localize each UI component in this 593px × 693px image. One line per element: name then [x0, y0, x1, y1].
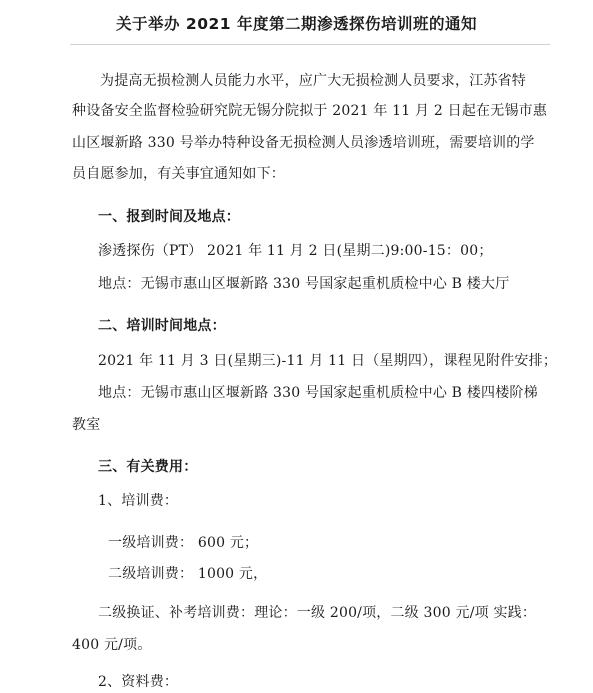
section-1-place: 地点：无锡市惠山区堰新路 330 号国家起重机质检中心 B 楼大厅 — [98, 276, 510, 292]
fee-level-2: 二级培训费： 1000 元， — [108, 566, 268, 582]
title-divider — [70, 44, 550, 45]
intro-line-1: 为提高无损检测人员能力水平，应广大无损检测人员要求，江苏省特 — [100, 73, 526, 89]
section-2-time: 2021 年 11 月 3 日(星期三)-11 月 11 日（星期四），课程见附件安排； — [98, 353, 558, 369]
section-3-heading: 三、有关费用： — [98, 459, 198, 475]
intro-line-4: 员自愿参加，有关事宜通知如下： — [72, 166, 285, 182]
section-3-item-1: 1、培训费： — [98, 493, 179, 509]
section-2-heading: 二、培训时间地点： — [98, 318, 226, 334]
section-2-place: 地点：无锡市惠山区堰新路 330 号国家起重机质检中心 B 楼四楼阶梯 — [98, 385, 538, 401]
section-1-heading: 一、报到时间及地点： — [98, 209, 240, 225]
intro-line-2: 种设备安全监督检验研究院无锡分院拟于 2021 年 11 月 2 日起在无锡市惠 — [72, 103, 548, 119]
document-title: 关于举办 2021 年度第二期渗透探伤培训班的通知 — [116, 15, 477, 33]
section-2-place-cont: 教室 — [72, 417, 101, 433]
section-3-item-2: 2、资料费： — [98, 674, 179, 690]
fee-level-1: 一级培训费： 600 元； — [108, 535, 259, 551]
extra-fee-cont: 400 元/项。 — [72, 637, 152, 653]
intro-line-3: 山区堰新路 330 号举办特种设备无损检测人员渗透培训班，需要培训的学 — [72, 135, 535, 151]
extra-fee-line: 二级换证、补考培训费：理论：一级 200/项，二级 300 元/项 实践： — [98, 605, 537, 621]
section-1-time: 渗透探伤（PT） 2021 年 11 月 2 日(星期二)9:00-15：00； — [98, 243, 493, 259]
